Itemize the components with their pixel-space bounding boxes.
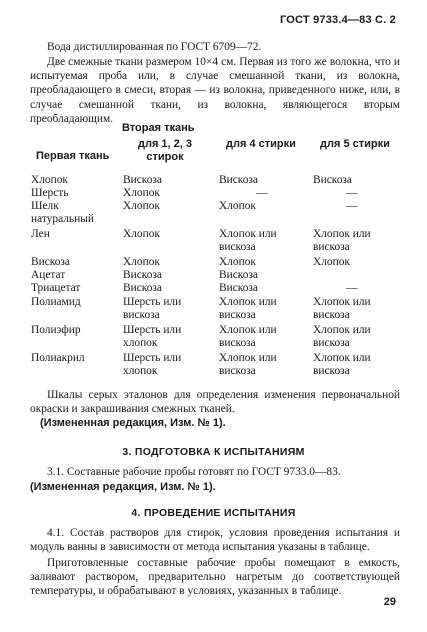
cell-wash-123: Шерсть или хлопок bbox=[123, 352, 182, 378]
table-header-wash-123: для 1, 2, 3 стирок bbox=[137, 138, 193, 163]
grey-scale-paragraph: Шкалы серых эталонов для определения изменения первоначальной окраски и закрашивания смежных тканей. bbox=[30, 389, 400, 416]
cell-wash-4: Хлопок или вискоза bbox=[219, 352, 277, 378]
cell-wash-5: Хлопок или вискоза bbox=[313, 228, 371, 254]
table-header-wash-5: для 5 стирки bbox=[320, 138, 390, 150]
amendment-note: (Измененная редакция, Изм. № 1). bbox=[40, 417, 226, 429]
cell-wash-4: Хлопок или вискоза bbox=[219, 296, 277, 322]
cell-first-fabric: Лен bbox=[31, 228, 50, 240]
table-header-second-fabric: Вторая ткань bbox=[122, 122, 195, 134]
cell-wash-5: Хлопок или вискоза bbox=[313, 352, 371, 378]
table-header-first-fabric: Первая ткань bbox=[36, 150, 110, 162]
cell-wash-123: Вискоза bbox=[123, 174, 162, 186]
cell-wash-123: Шерсть или хлопок bbox=[123, 324, 182, 350]
table-header-wash-4: для 4 стирки bbox=[226, 138, 296, 150]
cell-wash-4: — bbox=[256, 187, 268, 199]
cell-wash-123: Вискоза bbox=[123, 269, 162, 281]
cell-wash-5: Вискоза bbox=[313, 174, 352, 186]
cell-wash-123: Хлопок bbox=[123, 200, 160, 212]
cell-wash-123: Хлопок bbox=[123, 187, 160, 199]
cell-wash-4: Хлопок или вискоза bbox=[219, 324, 277, 350]
cell-first-fabric: Полиамид bbox=[31, 296, 81, 308]
cell-wash-5: Хлопок bbox=[313, 256, 350, 268]
cell-wash-4: Хлопок bbox=[219, 256, 256, 268]
cell-wash-5: Хлопок или вискоза bbox=[313, 324, 371, 350]
cell-wash-5: — bbox=[346, 187, 358, 199]
paragraph-3-1: 3.1. Составные рабочие пробы готовят по ГОСТ 9733.0—83. bbox=[47, 466, 341, 478]
page-number: 29 bbox=[383, 596, 396, 608]
fabrics-paragraph: Две смежные ткани размером 10×4 см. Первая из того же волокна, что и испытуемая проба или, в случае смешанной ткани, из волокна, преобладающего в смеси, вторая — из волокна, приведенного ниже, или, в случае смешанной ткани, из волокна, являющегося вторым преобладающим. bbox=[30, 56, 400, 125]
cell-first-fabric: Ацетат bbox=[31, 269, 66, 281]
cell-first-fabric: Полиэфир bbox=[31, 324, 81, 336]
cell-first-fabric: Полиакрил bbox=[31, 352, 85, 364]
cell-wash-123: Хлопок bbox=[123, 228, 160, 240]
cell-first-fabric: Триацетат bbox=[31, 282, 81, 294]
amendment-note: (Измененная редакция, Изм. № 1). bbox=[30, 481, 216, 493]
section-3-title: 3. ПОДГОТОВКА К ИСПЫТАНИЯМ bbox=[122, 446, 305, 458]
cell-wash-5: — bbox=[346, 282, 358, 294]
cell-wash-5: — bbox=[346, 200, 358, 212]
cell-wash-123: Хлопок bbox=[123, 256, 160, 268]
cell-first-fabric: Вискоза bbox=[31, 256, 70, 268]
cell-first-fabric: Хлопок bbox=[31, 174, 68, 186]
cell-wash-4: Хлопок или вискоза bbox=[219, 228, 277, 254]
cell-wash-5: Хлопок или вискоза bbox=[313, 296, 371, 322]
paragraph-4-1: 4.1. Состав растворов для стирок, условия проведения испытания и модуль ванны в зависимости от метода испытания указаны в таблице. bbox=[30, 527, 400, 554]
page-header: ГОСТ 9733.4—83 С. 2 bbox=[279, 14, 396, 26]
section-4-title: 4. ПРОВЕДЕНИЕ ИСПЫТАНИЯ bbox=[131, 507, 296, 519]
paragraph-4-1-continued: Приготовленные составные рабочие пробы помещают в емкость, заливают раствором, предварительно нагретым до соответствующей температуры, и обрабатывают в условиях, указанных в таблице. bbox=[30, 557, 400, 598]
cell-first-fabric: Шелк натуральный bbox=[31, 200, 94, 226]
cell-wash-4: Вискоза bbox=[219, 282, 258, 294]
cell-wash-4: Хлопок bbox=[219, 200, 256, 212]
cell-wash-4: Вискоза bbox=[219, 269, 258, 281]
cell-wash-123: Шерсть или вискоза bbox=[123, 296, 182, 322]
water-line: Вода дистиллированная по ГОСТ 6709—72. bbox=[47, 41, 262, 53]
cell-wash-123: Вискоза bbox=[123, 282, 162, 294]
cell-first-fabric: Шерсть bbox=[31, 187, 69, 199]
cell-wash-4: Вискоза bbox=[219, 174, 258, 186]
